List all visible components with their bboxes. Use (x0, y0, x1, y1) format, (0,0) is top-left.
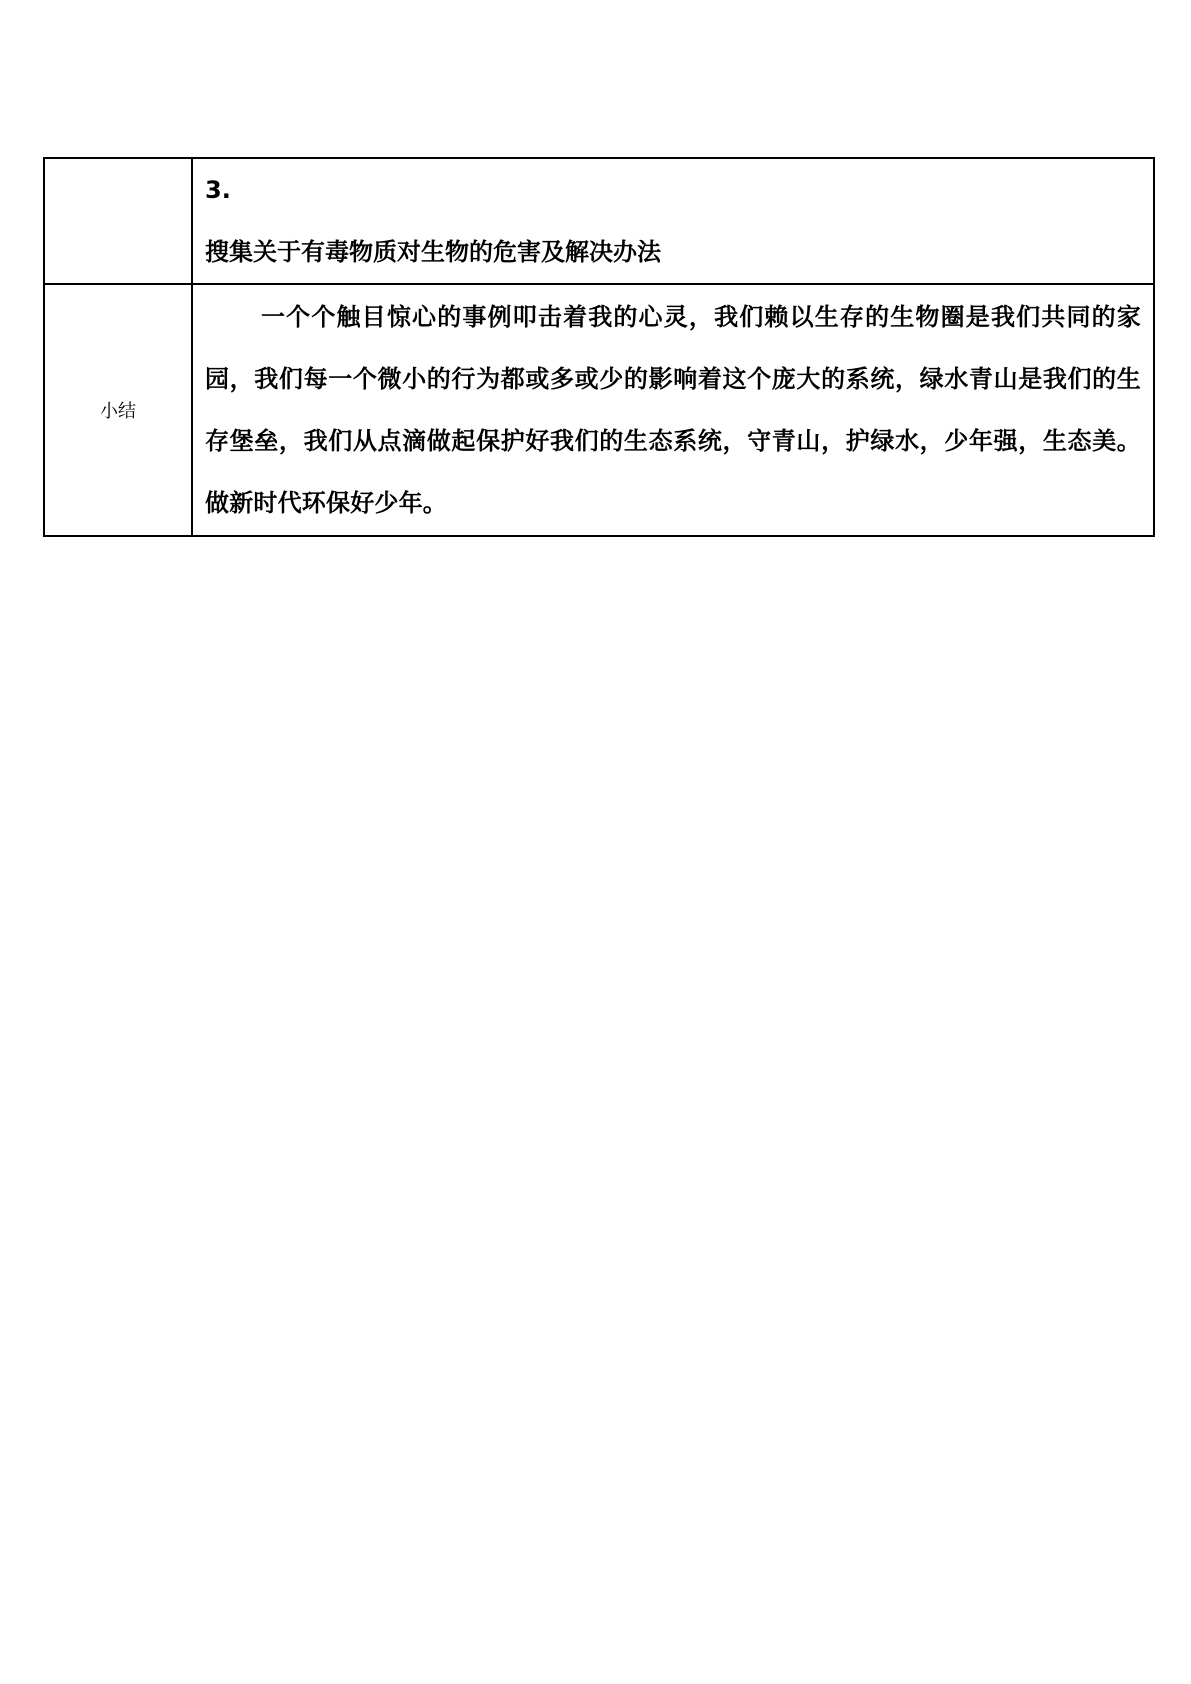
summary-label-cell (44, 284, 192, 536)
row-label-cell (44, 158, 192, 284)
item-text: 搜集关于有毒物质对生物的危害及解决办法 (205, 238, 661, 266)
item-number: 3. (205, 176, 231, 204)
summary-label: 小结 (100, 401, 136, 422)
lesson-table (43, 157, 1155, 537)
table-row (44, 158, 1154, 284)
summary-content-cell (192, 284, 1154, 536)
summary-text: 一个个触目惊心的事例叩击着我的心灵，我们赖以生存的生物圈是我们共同的家园，我们每一个微小的行为都或多或少的影响着这个庞大的系统，绿水青山是我们的生存堡垒，我们从点滴做起保护好我们的生态系统，守青山，护绿水，少年强，生态美。做新时代环保好少年。 (205, 303, 1141, 517)
table-row (44, 284, 1154, 536)
row-content-cell (192, 158, 1154, 284)
